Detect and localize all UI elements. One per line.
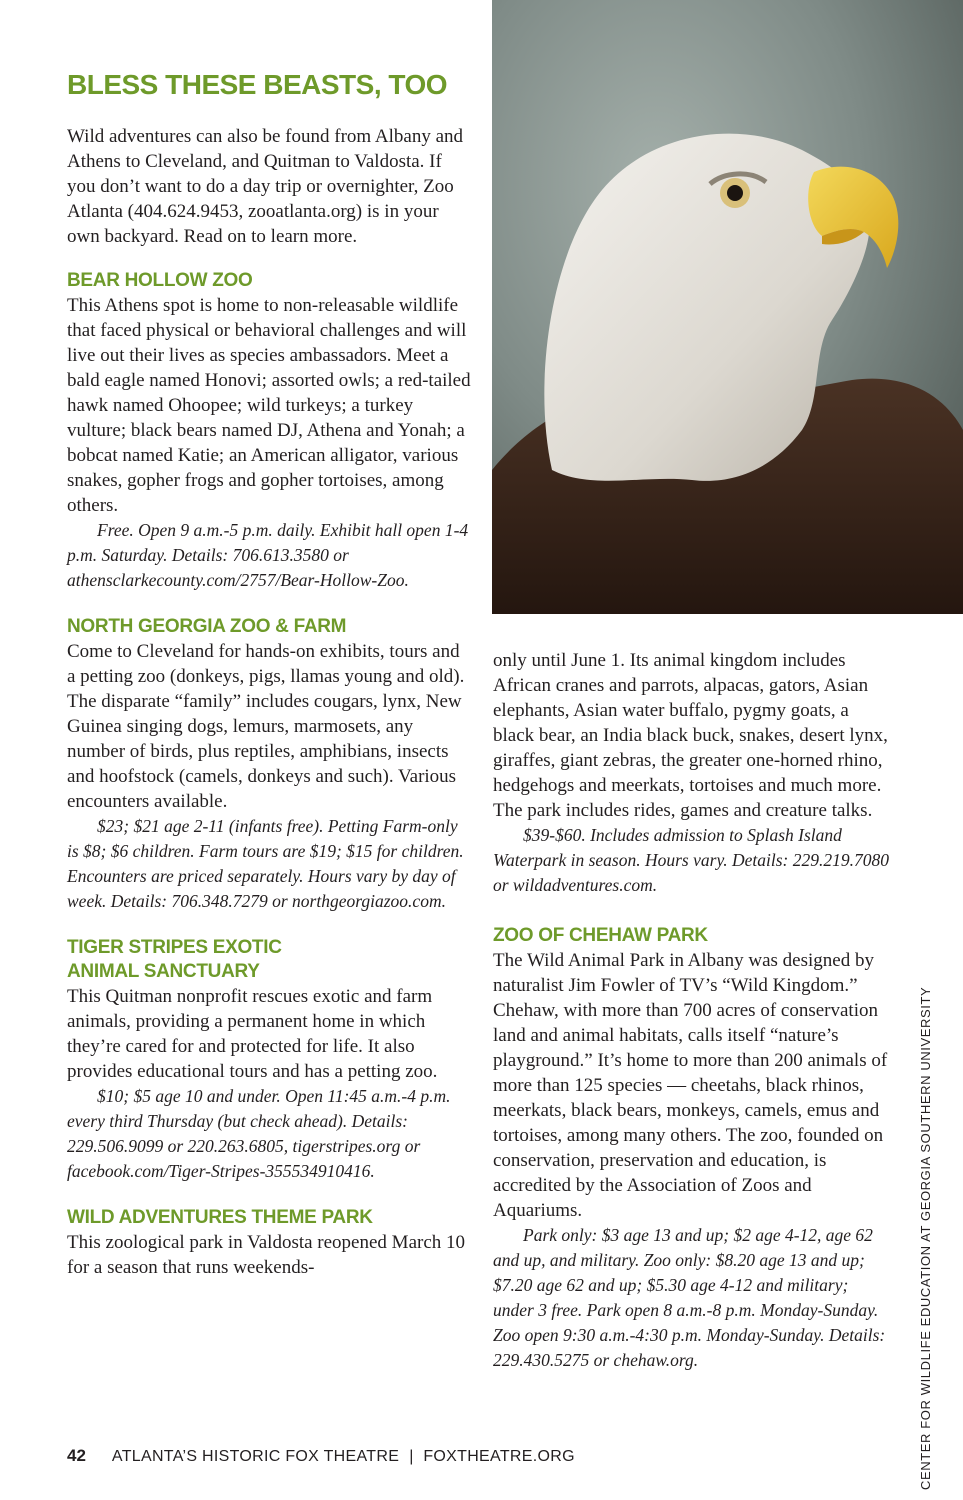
section-info: $39-$60. Includes admission to Splash Island Waterpark in season. Hours vary. Details: 229.219.7080 or wildadventures.com. (493, 825, 890, 895)
article-title: BLESS THESE BEASTS, TOO (67, 69, 448, 100)
publication-website: FOXTHEATRE.ORG (423, 1448, 575, 1465)
section-heading-line1: TIGER STRIPES EXOTIC (67, 937, 282, 958)
section-body: This Quitman nonprofit rescues exotic and farm animals, providing a permanent home in which they’re cared for and protected for life. It also provides educational tours and has a petting zoo. (67, 986, 438, 1082)
eagle-illustration (492, 0, 963, 614)
publication-name: ATLANTA’S HISTORIC FOX THEATRE (111, 1448, 400, 1465)
section-heading: NORTH GEORGIA ZOO & FARM (67, 616, 347, 637)
section-bear-hollow-zoo (67, 269, 472, 593)
section-zoo-of-chehaw-park (493, 924, 893, 1373)
section-heading: BEAR HOLLOW ZOO (67, 270, 253, 291)
left-column (67, 68, 472, 1280)
page-number: 42 (67, 1446, 86, 1465)
section-heading-line2: ANIMAL SANCTUARY (67, 961, 260, 982)
section-wild-adventures (67, 1206, 472, 1280)
section-body-part2: only until June 1. Its animal kingdom includes African cranes and parrots, alpacas, gators, Asian elephants, Asian water buffalo, pygmy goats, a black bear, an India black buck, snakes, desert lynx, giraffes, giant zebras, the greater one-horned rhino, hedgehogs and meerkats, tortoises and much more. The park includes rides, games and creature talks. (493, 650, 888, 821)
section-info: $10; $5 age 10 and under. Open 11:45 a.m.-4 p.m. every third Thursday (but check ahead). Details: 229.506.9099 or 220.263.6805, tigerstripes.org or facebook.com/Tiger-Stripes-355534910416. (67, 1086, 451, 1181)
section-heading: ZOO OF CHEHAW PARK (493, 925, 708, 946)
section-heading (67, 936, 472, 984)
section-body: This Athens spot is home to non-releasable wildlife that faced physical or behavioral challenges and will live out their lives as species ambassadors. Meet a bald eagle named Honovi; assorted owls; a red-tailed hawk named Ohoopee; wild turkeys; a turkey vulture; black bears named DJ, Athena and Yonah; a bobcat named Katie; an American alligator, various snakes, gopher frogs and gopher tortoises, among others. (67, 295, 471, 516)
section-body-part1: This zoological park in Valdosta reopened March 10 for a season that runs weekends- (67, 1232, 466, 1278)
section-body: The Wild Animal Park in Albany was designed by naturalist Jim Fowler of TV’s “Wild Kingdom.” Chehaw, with more than 700 acres of conservation land and animal habitats, calls itself “nature’s playground.” It’s home to more than 200 animals of more than 125 species — cheetahs, black rhinos, meerkats, black bears, monkeys, camels, emus and tortoises, among many others. The zoo, founded on conservation, preservation and education, is accredited by the Association of Zoos and Aquariums. (493, 950, 888, 1221)
article-intro: Wild adventures can also be found from Albany and Athens to Cleveland, and Quitman to Valdosta. If you don’t want to do a day trip or overnighter, Zoo Atlanta (404.624.9453, zooatlanta.org) is in your own backyard. Read on to learn more. (67, 126, 464, 247)
section-tiger-stripes (67, 936, 472, 1184)
bald-eagle-photo (492, 0, 963, 614)
section-body: Come to Cleveland for hands-on exhibits, tours and a petting zoo (donkeys, pigs, llamas young and old). The disparate “family” includes cougars, lynx, New Guinea singing dogs, lemurs, marmosets, any number of birds, plus reptiles, amphibians, insects and hoofstock (camels, donkeys and such). Various encounters available. (67, 641, 465, 812)
section-info: Park only: $3 age 13 and up; $2 age 4-12, age 62 and up, and military. Zoo only: $8.20 age 13 and up; $7.20 age 62 and up; $5.30 age 4-12 and military; under 3 free. Park open 8 a.m.-8 p.m. Monday-Sunday. Zoo open 9:30 a.m.-4:30 p.m. Monday-Sunday. Details: 229.430.5275 or chehaw.org. (493, 1225, 886, 1370)
section-info: Free. Open 9 a.m.-5 p.m. daily. Exhibit hall open 1-4 p.m. Saturday. Details: 706.613.3580 or athensclarkecounty.com/2757/Bear-Hollow-Zoo. (67, 520, 469, 590)
section-wild-adventures-continued (493, 648, 893, 898)
footer-separator: | (409, 1448, 414, 1465)
page-footer (67, 1446, 575, 1472)
section-heading: WILD ADVENTURES THEME PARK (67, 1207, 373, 1228)
photo-credit: CENTER FOR WILDLIFE EDUCATION AT GEORGIA SOUTHERN UNIVERSITY (918, 986, 933, 1490)
section-info: $23; $21 age 2-11 (infants free). Petting Farm-only is $8; $6 children. Farm tours are $19; $15 for children. Encounters are priced separately. Hours vary by day of week. Details: 706.348.7279 or northgeorgiazoo.com. (67, 816, 464, 911)
section-north-georgia-zoo (67, 615, 472, 914)
right-column (493, 648, 893, 1395)
